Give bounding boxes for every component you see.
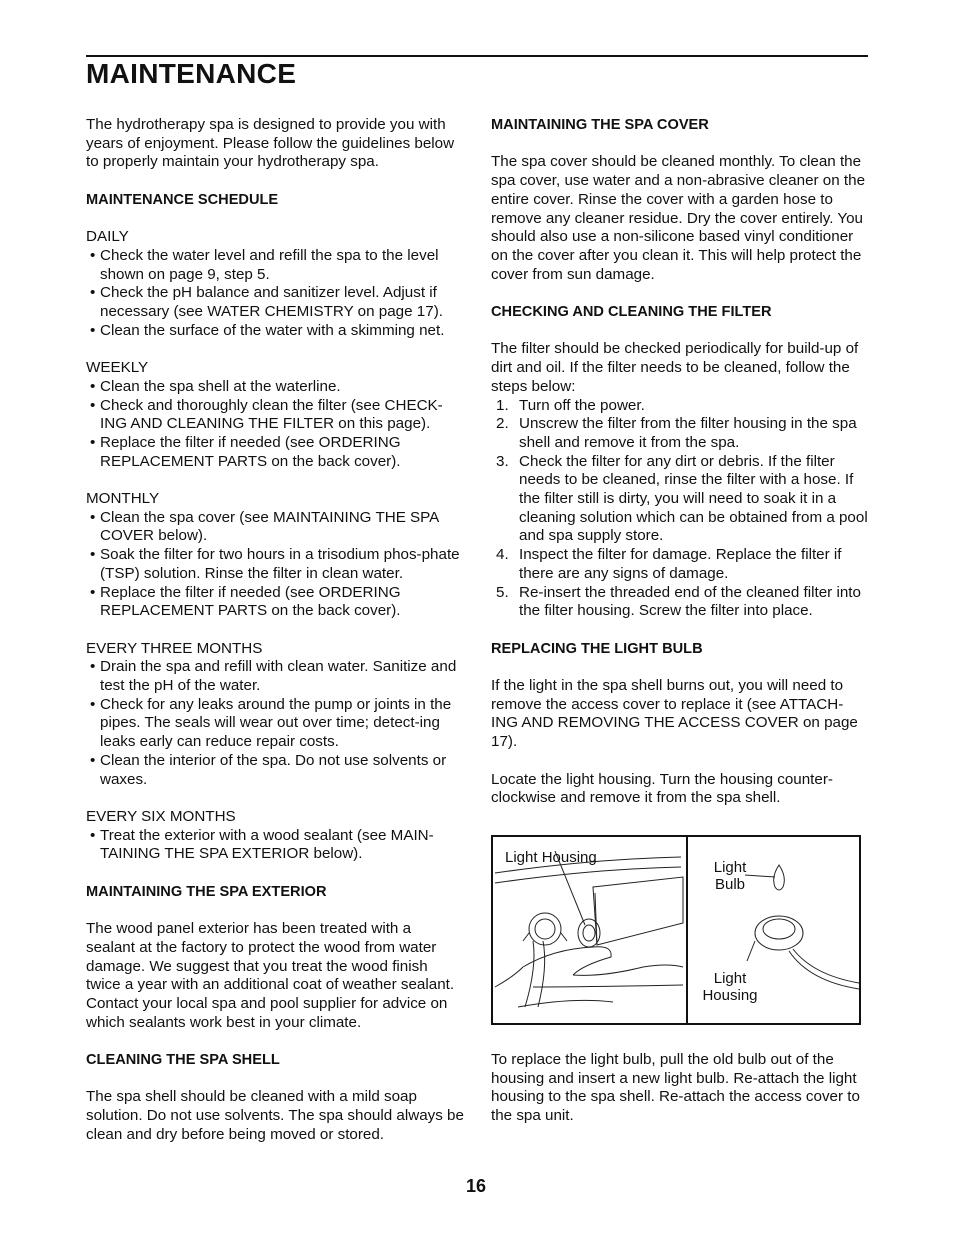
list-item: 3. Check the filter for any dirt or debris. If the filter needs to be cleaned, rinse the filter with a hose. If the filter still is dirty, you will need to soak it in a cleaning solution which can be obtained from a pool and spa supply store. [496, 452, 868, 545]
list-item: • Clean the spa shell at the waterline. [86, 378, 464, 397]
spa-exterior-body: The wood panel exterior has been treated with a sealant at the factory to protect the wood from water damage. We suggest that you treat the wood finish twice a year with an additional coat of weather sealant. Contact your local spa and pool supplier for advice on which sealants work best in your climate. [86, 920, 455, 1031]
list-item: • Check the water level and refill the spa to the level shown on page 9, step 5. [86, 247, 464, 284]
spa-cover-heading: MAINTAINING THE SPA COVER [491, 117, 709, 133]
list-item: 1. Turn off the power. [496, 396, 645, 414]
six-months-label: EVERY SIX MONTHS [86, 807, 236, 825]
list-item: • Soak the filter for two hours in a trisodium phos-phate (TSP) solution. Rinse the filter in clean water. [86, 546, 464, 583]
weekly-list [86, 378, 464, 472]
filter-intro: The filter should be checked periodically for build-up of dirt and oil. If the filter needs to be cleaned, follow the steps below: [491, 340, 859, 395]
list-item: • Treat the exterior with a wood sealant (see MAIN-TAINING THE SPA EXTERIOR below). [86, 827, 464, 864]
six-months-list [86, 827, 464, 864]
filter-heading: CHECKING AND CLEANING THE FILTER [491, 304, 772, 320]
daily-list [86, 247, 464, 341]
list-item: • Replace the filter if needed (see ORDERING REPLACEMENT PARTS on the back cover). [86, 434, 464, 471]
weekly-label: WEEKLY [86, 359, 149, 377]
maintenance-schedule-heading: MAINTENANCE SCHEDULE [86, 191, 279, 208]
list-item: • Drain the spa and refill with clean water. Sanitize and test the pH of the water. [86, 658, 464, 695]
list-item: • Check the pH balance and sanitizer level. Adjust if necessary (see WATER CHEMISTRY on page 17). [86, 284, 464, 321]
intro-paragraph: The hydrotherapy spa is designed to provide you with years of enjoyment. Please follow the guidelines below to properly maintain your hydrotherapy spa. [86, 116, 455, 171]
light-bulb-para-2: Locate the light housing. Turn the housing counter-clockwise and remove it from the spa shell. [491, 770, 833, 807]
spa-cover-body: The spa cover should be cleaned monthly. To clean the spa cover, use water and a non-abrasive cleaner on the entire cover. Rinse the cover with a garden hose to remove any cleaner residue. Dry the cover entirely. You should also use a non-silicone based vinyl conditioner on the cover after you clean it. This will help protect the cover from sun damage. [491, 153, 866, 283]
list-item: • Check for any leaks around the pump or joints in the pipes. The seals will wear out over time; detect-ing leaks early can reduce repair costs. [86, 696, 464, 752]
light-bulb-heading: REPLACING THE LIGHT BULB [491, 640, 703, 657]
list-item: • Clean the interior of the spa. Do not use solvents or waxes. [86, 752, 464, 789]
list-item: • Clean the spa cover (see MAINTAINING THE SPA COVER below). [86, 509, 464, 546]
list-item: • Clean the surface of the water with a skimming net. [86, 322, 464, 341]
right-column [491, 116, 869, 808]
daily-label: DAILY [86, 228, 129, 246]
list-item: 4. Inspect the filter for damage. Replace the filter if there are any signs of damage. [496, 546, 842, 582]
page-title: MAINTENANCE [86, 58, 297, 89]
list-item: 2. Unscrew the filter from the filter housing in the spa shell and remove it from the spa. [496, 415, 857, 451]
left-column [86, 116, 464, 1145]
list-item: 5. Re-insert the threaded end of the cleaned filter into the filter housing. Screw the filter into place. [496, 583, 861, 620]
spa-exterior-heading: MAINTAINING THE SPA EXTERIOR [86, 883, 327, 900]
filter-steps [491, 397, 869, 621]
monthly-label: MONTHLY [86, 490, 160, 507]
top-rule [86, 55, 868, 57]
spa-shell-body: The spa shell should be cleaned with a mild soap solution. Do not use solvents. The spa should always be clean and dry before being moved or stored. [86, 1088, 464, 1143]
light-bulb-para-3: To replace the light bulb, pull the old bulb out of the housing and insert a new light bulb. Re-attach the light housing to the spa shell. Re-attach the access cover to the spa unit. [491, 1051, 860, 1125]
list-item: • Check and thoroughly clean the filter (see CHECK-ING AND CLEANING THE FILTER on this page). [86, 397, 464, 434]
monthly-list [86, 509, 464, 621]
list-item: • Replace the filter if needed (see ORDERING REPLACEMENT PARTS on the back cover). [86, 584, 464, 621]
light-housing-label-left: Light Housing [505, 849, 597, 866]
light-bulb-para-1: If the light in the spa shell burns out, you will need to remove the access cover to replace it (see ATTACH-ING AND REMOVING THE ACCESS COVER on page 17). [491, 677, 858, 751]
three-months-list [86, 658, 464, 789]
light-bulb-label: Light Bulb [713, 859, 747, 893]
light-housing-figure [491, 835, 861, 1025]
three-months-label: EVERY THREE MONTHS [86, 639, 263, 657]
spa-shell-heading: CLEANING THE SPA SHELL [86, 1052, 280, 1069]
light-housing-label-right: Light Housing [702, 970, 758, 1004]
page-number: 16 [466, 1176, 487, 1196]
